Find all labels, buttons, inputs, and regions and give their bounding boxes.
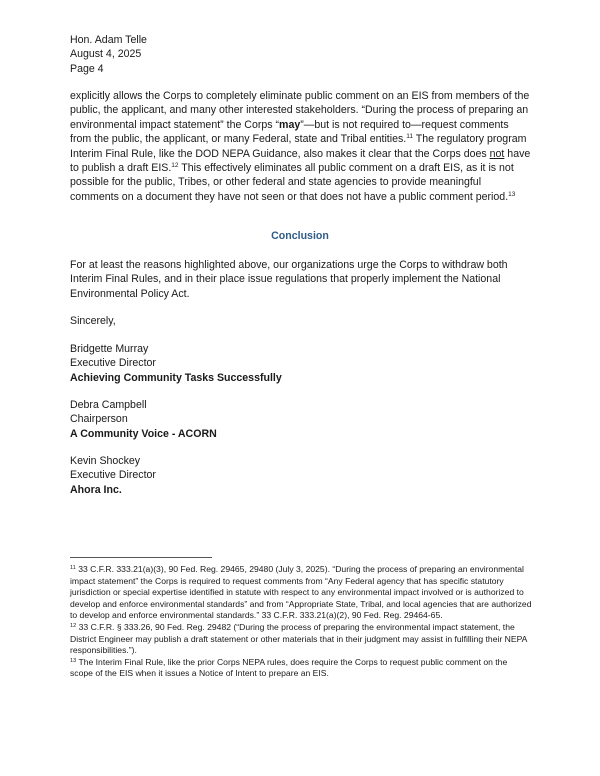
para1-text-2: ”—but is not required to—request comments from the public, the applicant, or many Federal, state and Tribal entities. bbox=[70, 118, 509, 146]
signatory-title: Executive Director bbox=[70, 469, 156, 482]
para1-text-1: explicitly allows the Corps to completely eliminate public comment on an EIS from members of the public, the applicant, and many other interested stakeholders. “During the process of preparing an environmental impact statement” the Corps “ bbox=[70, 90, 530, 131]
footnote-text: 33 C.F.R. 333.21(a)(3), 90 Fed. Reg. 29465, 29480 (July 3, 2025). “During the process of preparing an environmental impact statement” the Corps is required to request comments from “Any Federal agency that has specific statutory jurisdiction or special expertise identified in statute with respect to any environmental impact involved or is authorized to develop and enforce environmental standards” and from “Appropriate State, Tribal, and local agencies that are authorized to develop and enforce environmental standards.” 33 C.F.R. 333.21(a)(2), 90 Fed. Reg. 29464-65. bbox=[70, 564, 532, 621]
closing-salutation: Sincerely, bbox=[70, 315, 116, 327]
signature-block bbox=[70, 398, 217, 441]
emphasis-not: not bbox=[489, 147, 505, 160]
footnote-number: 11 bbox=[70, 565, 76, 571]
footnote-ref-13[interactable]: 13 bbox=[508, 190, 516, 198]
page-number: Page 4 bbox=[70, 62, 104, 75]
para1-text-3: The regulatory program Interim Final Rule, like the DOD NEPA Guidance, also makes it clear that the Corps does bbox=[70, 133, 527, 160]
signatory-organization: Ahora Inc. bbox=[70, 483, 122, 496]
signatory-organization: A Community Voice - ACORN bbox=[70, 427, 217, 440]
signatory-name: Debra Campbell bbox=[70, 399, 147, 411]
footnote-13 bbox=[70, 657, 532, 680]
signature-block bbox=[70, 454, 156, 497]
letter-date: August 4, 2025 bbox=[70, 48, 142, 61]
footnote-12 bbox=[70, 622, 532, 657]
conclusion-heading: Conclusion bbox=[271, 230, 329, 242]
footnote-text: The Interim Final Rule, like the prior Corps NEPA rules, does require the Corps to request public comment on the scope of the EIS when it issues a Notice of Intent to prepare an EIS. bbox=[70, 656, 508, 679]
footnote-number: 12 bbox=[70, 622, 77, 629]
para1-text-5: This effectively eliminates all public comment on a draft EIS, as it is not possible for the public, Tribes, or other federal and state agencies to provide meaningful comments on a document they have not seen or that does not have a public comment period. bbox=[70, 162, 514, 203]
footnotes-section bbox=[70, 564, 532, 680]
signatory-name: Kevin Shockey bbox=[70, 455, 141, 467]
signatory-organization: Achieving Community Tasks Successfully bbox=[70, 371, 282, 384]
signatory-name: Bridgette Murray bbox=[70, 343, 149, 355]
signatory-title: Chairperson bbox=[70, 413, 128, 426]
footnote-ref-11[interactable]: 11 bbox=[406, 133, 413, 141]
emphasis-may: may bbox=[279, 118, 301, 131]
letter-header bbox=[70, 33, 147, 76]
footnote-text: 33 C.F.R. § 333.26, 90 Fed. Reg. 29482 (“During the process of preparing the environmental impact statement, the District Engineer may publish a draft statement or other materials that in their judgment may assist in fulfilling their NEPA responsibilities.”). bbox=[70, 621, 527, 656]
signatory-title: Executive Director bbox=[70, 357, 156, 370]
para1-text-4: have to publish a draft EIS. bbox=[70, 147, 531, 175]
recipient-name: Hon. Adam Telle bbox=[70, 34, 147, 46]
footnote-number: 13 bbox=[70, 657, 77, 664]
footnote-ref-12[interactable]: 12 bbox=[171, 162, 179, 170]
footnote-11 bbox=[70, 564, 532, 622]
body-paragraph-conclusion: For at least the reasons highlighted above, our organizations urge the Corps to withdraw both Interim Final Rules, and in their place issue regulations that properly implement the National Environmental Policy Act. bbox=[70, 259, 508, 300]
body-paragraph-eis bbox=[70, 89, 532, 204]
signature-block bbox=[70, 342, 282, 385]
footnote-divider bbox=[70, 557, 212, 558]
